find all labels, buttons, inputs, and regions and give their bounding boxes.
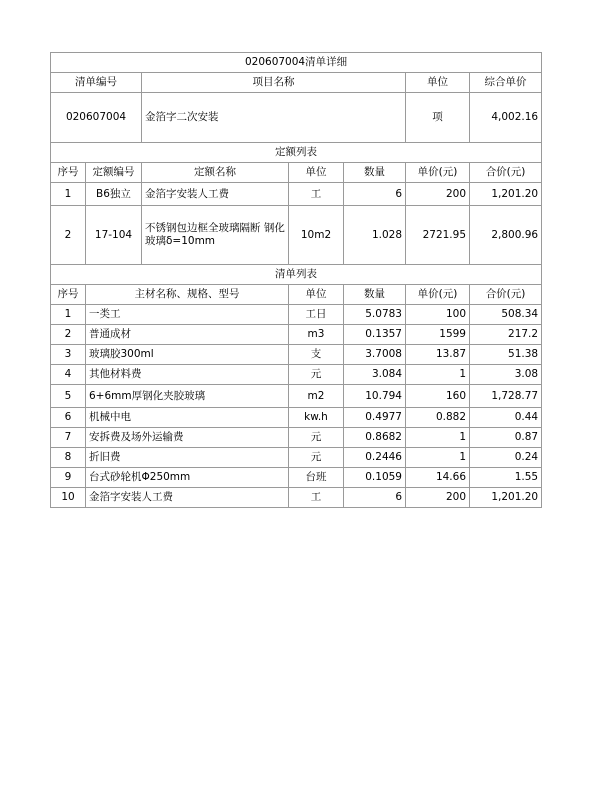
material-row: [51, 385, 542, 408]
material-seq: 5: [51, 385, 86, 408]
material-seq: 4: [51, 365, 86, 385]
quota-unit: 工: [289, 183, 344, 206]
material-qty: 0.1357: [344, 325, 406, 345]
material-price: 1599: [406, 325, 470, 345]
material-seq: 6: [51, 408, 86, 428]
material-total: 0.44: [470, 408, 542, 428]
material-unit: m3: [289, 325, 344, 345]
material-seq: 9: [51, 468, 86, 488]
material-row: [51, 325, 542, 345]
material-qty: 10.794: [344, 385, 406, 408]
material-row: [51, 365, 542, 385]
material-total: 1.55: [470, 468, 542, 488]
bill-row: [51, 93, 542, 143]
material-seq: 3: [51, 345, 86, 365]
quota-header-row: [51, 163, 542, 183]
bill-code: 020607004: [51, 93, 142, 143]
material-qty: 6: [344, 488, 406, 508]
material-seq: 2: [51, 325, 86, 345]
material-price: 100: [406, 305, 470, 325]
material-total: 51.38: [470, 345, 542, 365]
material-unit: 台班: [289, 468, 344, 488]
quota-code: B6独立: [86, 183, 142, 206]
material-unit: m2: [289, 385, 344, 408]
material-price: 160: [406, 385, 470, 408]
material-price: 13.87: [406, 345, 470, 365]
quota-name-header: 定额名称: [142, 163, 289, 183]
material-price-header: 单价(元): [406, 285, 470, 305]
material-name: 普通成材: [86, 325, 289, 345]
quota-section-row: [51, 143, 542, 163]
material-qty: 0.8682: [344, 428, 406, 448]
quota-unit-header: 单位: [289, 163, 344, 183]
material-unit: 工: [289, 488, 344, 508]
bill-name: 金箔字二次安装: [142, 93, 406, 143]
material-total: 0.87: [470, 428, 542, 448]
material-row: [51, 408, 542, 428]
material-total-header: 合价(元): [470, 285, 542, 305]
material-price: 1: [406, 365, 470, 385]
material-price: 200: [406, 488, 470, 508]
material-name: 折旧费: [86, 448, 289, 468]
quota-qty: 1.028: [344, 206, 406, 265]
material-name: 一类工: [86, 305, 289, 325]
material-price: 1: [406, 428, 470, 448]
material-seq: 7: [51, 428, 86, 448]
quota-name: 不锈钢包边框全玻璃隔断 钢化玻璃δ=10mm: [142, 206, 289, 265]
material-seq: 8: [51, 448, 86, 468]
quota-total: 2,800.96: [470, 206, 542, 265]
material-total: 0.24: [470, 448, 542, 468]
material-seq: 10: [51, 488, 86, 508]
bill-name-header: 项目名称: [142, 73, 406, 93]
material-qty: 0.4977: [344, 408, 406, 428]
bill-unit-header: 单位: [406, 73, 470, 93]
material-seq: 1: [51, 305, 86, 325]
material-unit: 工日: [289, 305, 344, 325]
bill-detail-table: [50, 52, 542, 508]
material-seq-header: 序号: [51, 285, 86, 305]
quota-section-title: 定额列表: [51, 143, 542, 163]
material-total: 1,728.77: [470, 385, 542, 408]
material-section-title: 清单列表: [51, 265, 542, 285]
material-section-row: [51, 265, 542, 285]
quota-seq: 2: [51, 206, 86, 265]
material-name: 其他材料费: [86, 365, 289, 385]
quota-code-header: 定额编号: [86, 163, 142, 183]
material-total: 508.34: [470, 305, 542, 325]
material-row: [51, 428, 542, 448]
material-price: 14.66: [406, 468, 470, 488]
material-qty-header: 数量: [344, 285, 406, 305]
quota-row: [51, 183, 542, 206]
material-unit: 元: [289, 365, 344, 385]
quota-row: [51, 206, 542, 265]
bill-price-header: 综合单价: [470, 73, 542, 93]
material-row: [51, 305, 542, 325]
material-total: 3.08: [470, 365, 542, 385]
quota-qty-header: 数量: [344, 163, 406, 183]
material-price: 0.882: [406, 408, 470, 428]
bill-unit: 项: [406, 93, 470, 143]
material-row: [51, 488, 542, 508]
material-row: [51, 448, 542, 468]
page-title: 020607004清单详细: [51, 53, 542, 73]
quota-price: 200: [406, 183, 470, 206]
quota-price: 2721.95: [406, 206, 470, 265]
material-name-header: 主材名称、规格、型号: [86, 285, 289, 305]
quota-seq: 1: [51, 183, 86, 206]
quota-code: 17-104: [86, 206, 142, 265]
material-total: 217.2: [470, 325, 542, 345]
material-unit: 元: [289, 448, 344, 468]
material-name: 机械中电: [86, 408, 289, 428]
material-row: [51, 345, 542, 365]
material-row: [51, 468, 542, 488]
quota-seq-header: 序号: [51, 163, 86, 183]
material-unit: kw.h: [289, 408, 344, 428]
material-name: 6+6mm厚钢化夹胶玻璃: [86, 385, 289, 408]
quota-qty: 6: [344, 183, 406, 206]
bill-price: 4,002.16: [470, 93, 542, 143]
material-total: 1,201.20: [470, 488, 542, 508]
material-qty: 0.1059: [344, 468, 406, 488]
material-header-row: [51, 285, 542, 305]
material-qty: 0.2446: [344, 448, 406, 468]
material-unit: 支: [289, 345, 344, 365]
title-row: [51, 53, 542, 73]
material-unit-header: 单位: [289, 285, 344, 305]
bill-header-row: [51, 73, 542, 93]
material-name: 台式砂轮机Φ250mm: [86, 468, 289, 488]
material-price: 1: [406, 448, 470, 468]
material-name: 安拆费及场外运输费: [86, 428, 289, 448]
quota-unit: 10m2: [289, 206, 344, 265]
quota-total-header: 合价(元): [470, 163, 542, 183]
material-name: 玻璃胶300ml: [86, 345, 289, 365]
material-unit: 元: [289, 428, 344, 448]
quota-price-header: 单价(元): [406, 163, 470, 183]
quota-name: 金箔字安装人工费: [142, 183, 289, 206]
bill-code-header: 清单编号: [51, 73, 142, 93]
material-qty: 3.7008: [344, 345, 406, 365]
quota-total: 1,201.20: [470, 183, 542, 206]
material-qty: 5.0783: [344, 305, 406, 325]
material-name: 金箔字安装人工费: [86, 488, 289, 508]
material-qty: 3.084: [344, 365, 406, 385]
